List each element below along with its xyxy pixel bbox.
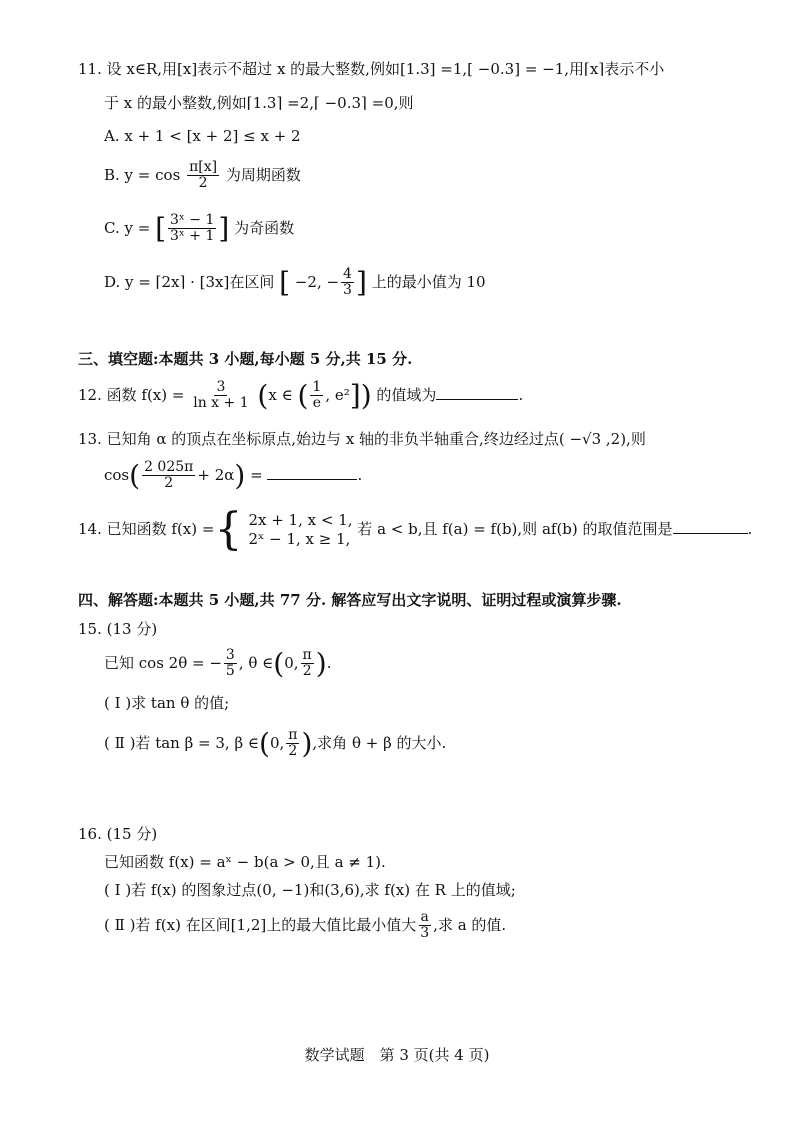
q12-domain-label: x ∈: [268, 385, 293, 404]
q12-inner-fraction: [310, 380, 323, 412]
bracket: (: [257, 378, 269, 412]
fraction-numerator: π: [302, 647, 312, 663]
q13-fraction: [142, 460, 195, 492]
q11-option-b-suffix: 为周期函数: [225, 165, 301, 184]
q11-option-c-prefix: C. y =: [104, 218, 151, 237]
fraction-denominator: 5: [225, 663, 235, 680]
fraction-numerator: 3ˣ − 1: [170, 212, 215, 228]
q15-part2-prefix: ( Ⅱ )若 tan β = 3, β ∈: [104, 733, 260, 752]
bracket: (: [297, 378, 309, 412]
answer-blank[interactable]: [267, 479, 357, 480]
q13-expression: [104, 460, 362, 492]
q12-fraction: [191, 380, 250, 412]
bracket: ): [360, 378, 372, 412]
q16-part2-prefix: ( Ⅱ )若 f(x) 在区间[1,2]上的最大值比最小值大: [104, 915, 417, 934]
fraction-numerator: a: [420, 909, 429, 925]
fraction-denominator: 2: [198, 175, 208, 192]
bracket: ): [301, 726, 313, 760]
period: .: [357, 465, 363, 484]
q11-option-c: [104, 213, 294, 245]
section-answer-heading: 四、解答题:本题共 5 小题,共 77 分. 解答应写出文字说明、证明过程或演算步骤.: [78, 591, 622, 609]
fraction-denominator: ln x + 1: [193, 395, 249, 412]
fraction-denominator: 3: [420, 925, 430, 942]
bracket: ): [234, 458, 246, 492]
q12-interval-end: , e²: [325, 385, 350, 404]
fraction-numerator: 3: [216, 379, 226, 395]
q16-heading: 16. (15 分): [78, 825, 158, 843]
q13-stem: 13. 已知角 α 的顶点在坐标原点,始边与 x 轴的非负半轴重合,终边经过点( −√3 ,2),则: [78, 430, 646, 448]
q13-equals: =: [250, 465, 263, 484]
bracket: ]: [355, 265, 367, 299]
q11-option-c-suffix: 为奇函数: [234, 218, 295, 237]
q15-given-prefix: 已知 cos 2θ = −: [104, 653, 222, 672]
bracket: (: [273, 646, 285, 680]
q11-option-b-fraction: [187, 160, 219, 192]
period: .: [326, 653, 332, 672]
fraction-denominator: 2: [164, 475, 174, 492]
q14-prefix: 14. 已知函数 f(x) =: [78, 520, 215, 538]
q11-option-b: [104, 160, 301, 192]
q12-prefix: 12. 函数 f(x) =: [78, 385, 185, 404]
q15-part2-suffix: ,求角 θ + β 的大小.: [312, 733, 447, 752]
period: .: [518, 385, 524, 404]
q11-stem-line2: 于 x 的最小整数,例如⌈1.3⌉ =2,⌈ −0.3⌉ =0,则: [104, 94, 414, 112]
answer-blank[interactable]: [673, 533, 748, 534]
q11-option-c-fraction: [168, 213, 216, 245]
fraction-denominator: 3: [343, 282, 352, 299]
q15-part1: ( Ⅰ )求 tan θ 的值;: [104, 694, 230, 712]
fraction-denominator: e: [312, 395, 322, 412]
q14-suffix: 若 a < b,且 f(a) = f(b),则 af(b) 的取值范围是: [357, 520, 673, 538]
fraction-numerator: 1: [312, 379, 322, 395]
q16-fraction: [418, 910, 431, 942]
brace: {: [214, 504, 243, 555]
interval-start: 0,: [284, 653, 299, 672]
q11-option-a: A. x + 1 < [x + 2] ≤ x + 2: [104, 127, 301, 145]
fraction-numerator: π: [288, 727, 298, 743]
q11-option-d-suffix: 上的最小值为 10: [371, 272, 486, 291]
bracket: ]: [349, 378, 361, 412]
fraction-denominator: 2: [288, 743, 298, 760]
q15-part2: [104, 728, 446, 760]
bracket: [: [155, 211, 167, 245]
fraction-numerator: 3: [225, 647, 235, 663]
page-footer: 数学试题 第 3 页(共 4 页): [304, 1046, 490, 1064]
q13-cos: cos: [104, 465, 130, 484]
fraction-numerator: 2 025π: [144, 459, 194, 475]
q11-option-d: [104, 267, 486, 299]
q14-case2: 2ˣ − 1, x ≥ 1,: [248, 530, 351, 548]
bracket: ]: [218, 211, 230, 245]
section-fill-in-heading: 三、填空题:本题共 3 小题,每小题 5 分,共 15 分.: [78, 350, 413, 368]
fraction-denominator: 3ˣ + 1: [170, 228, 215, 245]
q11-option-d-prefix: D. y = ⌈2x⌉ · [3x]在区间: [104, 272, 275, 291]
q16-part1: ( Ⅰ )若 f(x) 的图象过点(0, −1)和(3,6),求 f(x) 在 R 上的值域;: [104, 881, 516, 899]
q15-given-mid: , θ ∈: [238, 653, 274, 672]
period: .: [747, 520, 753, 538]
q11-option-b-prefix: B. y = cos: [104, 165, 181, 184]
q14-case1: 2x + 1, x < 1,: [248, 511, 353, 530]
interval-start: 0,: [269, 733, 285, 752]
fraction-denominator: 2: [302, 663, 312, 680]
fraction-numerator: π[x]: [189, 159, 218, 175]
q16-given: 已知函数 f(x) = aˣ − b(a > 0,且 a ≠ 1).: [104, 853, 386, 871]
bracket: (: [129, 458, 141, 492]
q11-stem-line1: 11. 设 x∈R,用[x]表示不超过 x 的最大整数,例如[1.3] =1,[ −0.3] = −1,用⌈x⌉表示不小: [78, 60, 665, 78]
q12: [78, 380, 523, 412]
q16-part2: [104, 910, 506, 942]
fraction-numerator: 4: [343, 266, 352, 282]
bracket: [: [279, 265, 291, 299]
q12-suffix: 的值域为: [376, 385, 437, 404]
bracket: (: [259, 726, 270, 760]
q11-option-d-fraction: [341, 267, 354, 299]
pi-over-2: [286, 728, 299, 760]
q15-fraction: [224, 648, 237, 680]
q13-plus: + 2α: [197, 465, 235, 484]
q11-option-d-interval: −2, −: [294, 272, 340, 291]
q16-part2-suffix: ,求 a 的值.: [433, 915, 507, 934]
bracket: ): [315, 646, 327, 680]
q15-heading: 15. (13 分): [78, 620, 158, 638]
q14-piecewise: [248, 511, 352, 549]
answer-blank[interactable]: [436, 399, 518, 400]
pi-over-2: [301, 648, 314, 680]
q14: [78, 504, 753, 555]
q15-given: [104, 648, 331, 680]
